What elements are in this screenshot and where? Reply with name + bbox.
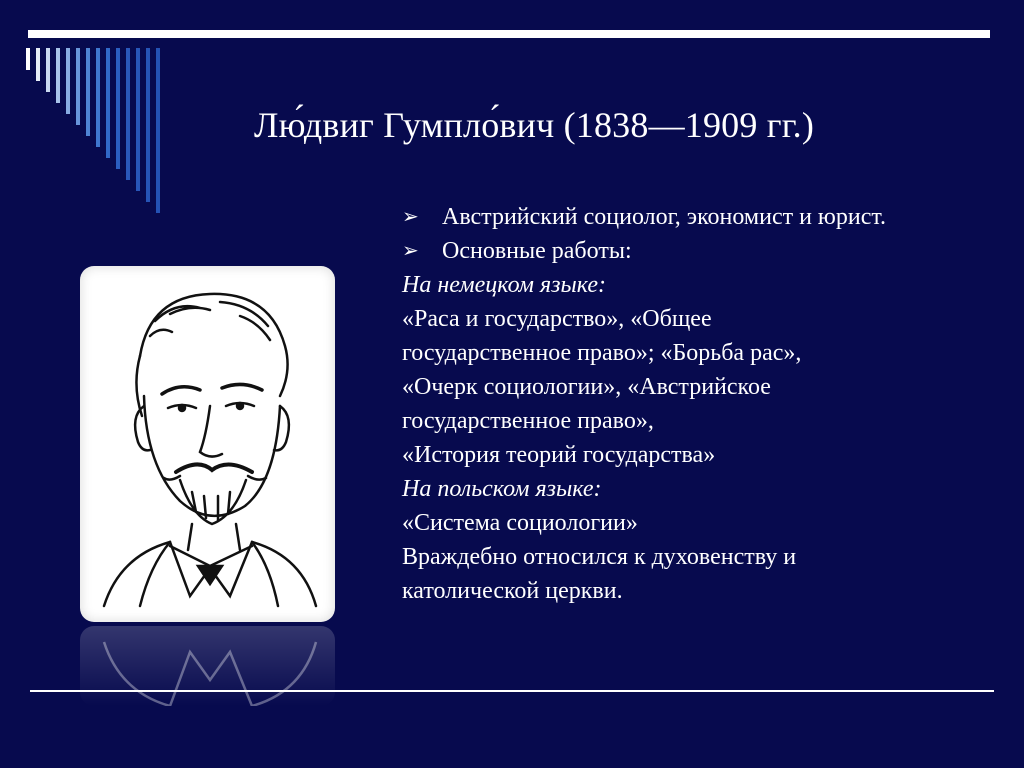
portrait-reflection-icon <box>80 626 335 706</box>
content-text <box>402 200 962 608</box>
arrow-bullet-icon: ➢ <box>402 240 419 262</box>
german-work-line: «Очерк социологии», «Австрийское <box>402 374 771 400</box>
german-work-line: государственное право»; «Борьба рас», <box>402 340 802 366</box>
decorative-stripes <box>26 48 176 208</box>
closing-line: католической церкви. <box>402 578 623 604</box>
decorative-stripe <box>86 48 90 136</box>
slide-title: Лю́двиг Гумпло́вич (1838—1909 гг.) <box>254 105 815 145</box>
decorative-stripe <box>116 48 120 169</box>
portrait-engraving-icon <box>80 266 335 622</box>
closing-line: Враждебно относился к духовенству и <box>402 544 797 570</box>
polish-heading: На польском языке: <box>402 476 602 502</box>
decorative-stripe <box>126 48 130 180</box>
decorative-stripe <box>106 48 110 158</box>
german-heading: На немецком языке: <box>402 272 607 298</box>
decorative-stripe <box>56 48 60 103</box>
bullet-text: Австрийский социолог, экономист и юрист. <box>442 204 887 230</box>
decorative-stripe <box>66 48 70 114</box>
german-work-line: государственное право», <box>402 408 654 434</box>
german-work-line: «Раса и государство», «Общее <box>402 306 712 332</box>
decorative-stripe <box>76 48 80 125</box>
portrait-reflection <box>80 626 335 706</box>
bullet-item-works <box>402 234 962 268</box>
german-work-line: «История теорий государства» <box>402 442 716 468</box>
bullet-item-role <box>402 200 962 234</box>
top-rule <box>28 30 990 38</box>
decorative-stripe <box>136 48 140 191</box>
decorative-stripe <box>146 48 150 202</box>
decorative-stripe <box>46 48 50 92</box>
bullet-text: Основные работы: <box>442 238 632 264</box>
decorative-stripe <box>96 48 100 147</box>
decorative-stripe <box>26 48 30 70</box>
decorative-stripe <box>36 48 40 81</box>
arrow-bullet-icon: ➢ <box>402 206 419 228</box>
bottom-rule <box>30 690 994 692</box>
polish-work-line: «Система социологии» <box>402 510 638 536</box>
portrait-image <box>80 266 335 622</box>
decorative-stripe <box>156 48 160 213</box>
